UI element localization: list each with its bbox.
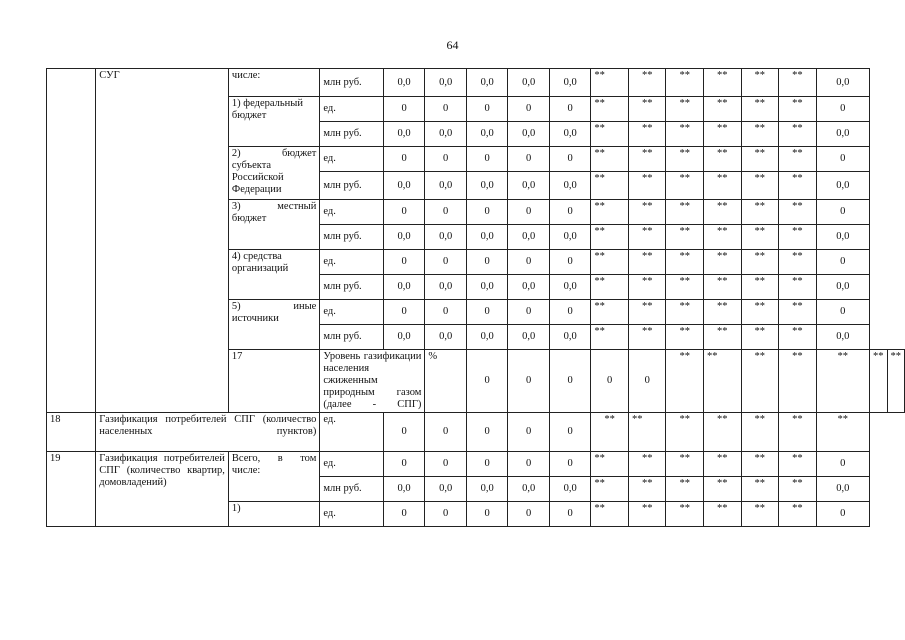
value-cell: 0 xyxy=(466,452,508,477)
star-cell: ** xyxy=(628,69,666,97)
star-cell: ** xyxy=(628,97,666,122)
star-cell: ** xyxy=(704,502,742,527)
star-cell: ** xyxy=(741,300,779,325)
value-cell: 0,0 xyxy=(466,275,508,300)
star-cell: ** xyxy=(779,122,817,147)
value-cell: 0,0 xyxy=(508,225,550,250)
star-cell: ** xyxy=(704,477,742,502)
value-cell: 0 xyxy=(466,97,508,122)
value-cell: 0,0 xyxy=(816,172,869,200)
star-cell: ** xyxy=(704,122,742,147)
unit-cell: млн руб. xyxy=(320,172,383,200)
value-cell: 0,0 xyxy=(549,69,591,97)
value-cell: 0,0 xyxy=(425,325,467,350)
indicator-name: СУГ xyxy=(96,69,229,413)
value-cell: 0,0 xyxy=(383,275,425,300)
value-cell: 0,0 xyxy=(816,69,869,97)
value-cell: 0 xyxy=(816,97,869,122)
star-cell: ** xyxy=(591,413,629,452)
star-cell: ** xyxy=(741,200,779,225)
value-cell: 0,0 xyxy=(549,275,591,300)
star-cell: ** xyxy=(741,69,779,97)
value-cell: 0 xyxy=(383,300,425,325)
source-rest: бюджет xyxy=(231,213,267,224)
value-cell: 0,0 xyxy=(508,325,550,350)
value-cell: 0 xyxy=(466,502,508,527)
value-cell: 0,0 xyxy=(425,477,467,502)
star-cell: ** xyxy=(591,502,629,527)
value-cell: 0,0 xyxy=(508,122,550,147)
star-cell: ** xyxy=(628,250,666,275)
table-row xyxy=(47,413,905,452)
value-cell: 0 xyxy=(549,97,591,122)
star-cell: ** xyxy=(591,325,629,350)
value-cell: 0 xyxy=(425,147,467,172)
source-label: 4) средства организаций xyxy=(228,250,319,300)
value-cell: 0 xyxy=(549,250,591,275)
star-cell: ** xyxy=(591,69,629,97)
unit-cell: ед. xyxy=(320,200,383,225)
star-cell: ** xyxy=(779,172,817,200)
value-cell: 0 xyxy=(816,147,869,172)
star-cell: ** xyxy=(779,350,817,413)
value-cell: 0 xyxy=(549,147,591,172)
value-cell: 0 xyxy=(816,300,869,325)
value-cell: 0 xyxy=(383,452,425,477)
value-cell: 0 xyxy=(425,250,467,275)
star-cell: ** xyxy=(666,200,704,225)
star-cell: ** xyxy=(591,250,629,275)
star-cell: ** xyxy=(666,452,704,477)
table-body xyxy=(47,69,905,527)
star-cell: ** xyxy=(666,97,704,122)
star-cell: ** xyxy=(704,69,742,97)
star-cell: ** xyxy=(779,97,817,122)
value-cell: 0,0 xyxy=(816,275,869,300)
value-cell: 0 xyxy=(816,452,869,477)
value-cell: 0,0 xyxy=(466,225,508,250)
star-cell: ** xyxy=(666,477,704,502)
indicator-name: Газификация потребителей СПГ (количество населенных пунктов) xyxy=(96,413,320,452)
unit-cell: ед. xyxy=(320,413,383,452)
star-cell: ** xyxy=(591,122,629,147)
star-cell: ** xyxy=(779,275,817,300)
star-cell: ** xyxy=(666,350,704,413)
value-cell: 0,0 xyxy=(549,225,591,250)
value-cell: 0 xyxy=(425,452,467,477)
star-cell: ** xyxy=(704,325,742,350)
star-cell: ** xyxy=(741,172,779,200)
source-label xyxy=(228,200,319,250)
value-cell: 0,0 xyxy=(508,477,550,502)
value-cell: 0,0 xyxy=(383,325,425,350)
table-row xyxy=(47,452,905,477)
star-cell: ** xyxy=(628,172,666,200)
unit-cell: ед. xyxy=(320,250,383,275)
num-cell: 19 xyxy=(47,452,96,527)
value-cell: 0 xyxy=(466,413,508,452)
source-label: числе: xyxy=(228,69,319,97)
value-cell: 0 xyxy=(508,350,550,413)
star-cell: ** xyxy=(628,122,666,147)
value-cell: 0 xyxy=(466,350,508,413)
value-cell: 0 xyxy=(508,452,550,477)
value-cell: 0,0 xyxy=(816,325,869,350)
value-cell: 0,0 xyxy=(508,172,550,200)
star-cell: ** xyxy=(887,350,905,413)
unit-cell: млн руб. xyxy=(320,325,383,350)
value-cell: 0 xyxy=(383,200,425,225)
star-cell: ** xyxy=(628,225,666,250)
unit-cell: ед. xyxy=(320,97,383,122)
star-cell: ** xyxy=(741,225,779,250)
value-cell: 0 xyxy=(383,97,425,122)
value-cell: 0,0 xyxy=(508,275,550,300)
star-cell: ** xyxy=(591,200,629,225)
unit-cell: млн руб. xyxy=(320,477,383,502)
star-cell: ** xyxy=(779,147,817,172)
value-cell: 0,0 xyxy=(466,122,508,147)
value-cell: 0 xyxy=(425,200,467,225)
star-cell: ** xyxy=(591,147,629,172)
value-cell: 0 xyxy=(466,300,508,325)
source-word: бюджет xyxy=(281,148,317,159)
value-cell: 0 xyxy=(549,200,591,225)
unit-cell: млн руб. xyxy=(320,69,383,97)
value-cell: 0,0 xyxy=(383,122,425,147)
value-cell: 0,0 xyxy=(549,172,591,200)
star-cell: ** xyxy=(591,477,629,502)
value-cell: 0,0 xyxy=(549,122,591,147)
star-cell: ** xyxy=(591,452,629,477)
star-cell: ** xyxy=(666,147,704,172)
gasification-table xyxy=(46,68,905,527)
num-cell: 17 xyxy=(228,350,319,413)
star-cell: ** xyxy=(591,275,629,300)
value-cell: 0 xyxy=(549,502,591,527)
source-label: 1) xyxy=(228,502,319,527)
page-number: 64 xyxy=(446,38,459,52)
value-cell: 0,0 xyxy=(816,477,869,502)
star-cell: ** xyxy=(741,350,779,413)
star-cell: ** xyxy=(704,200,742,225)
value-cell: 0 xyxy=(508,97,550,122)
star-cell: ** xyxy=(704,147,742,172)
value-cell: 0 xyxy=(508,147,550,172)
star-cell: ** xyxy=(741,325,779,350)
star-cell: ** xyxy=(779,325,817,350)
star-cell: ** xyxy=(666,325,704,350)
source-label: 1) федеральный бюджет xyxy=(228,97,319,147)
star-cell: ** xyxy=(666,300,704,325)
value-cell: 0,0 xyxy=(466,69,508,97)
value-cell: 0 xyxy=(425,502,467,527)
value-cell: 0,0 xyxy=(425,69,467,97)
unit-cell: млн руб. xyxy=(320,122,383,147)
unit-cell: млн руб. xyxy=(320,275,383,300)
value-cell: 0,0 xyxy=(425,172,467,200)
unit-cell: % xyxy=(425,350,467,413)
value-cell: 0,0 xyxy=(466,325,508,350)
source-label xyxy=(228,147,319,200)
star-cell: ** xyxy=(741,122,779,147)
star-cell: ** xyxy=(666,275,704,300)
star-cell: ** xyxy=(666,225,704,250)
star-cell: ** xyxy=(779,69,817,97)
unit-cell: ед. xyxy=(320,452,383,477)
value-cell: 0,0 xyxy=(508,69,550,97)
star-cell: ** xyxy=(628,325,666,350)
source-word: иные xyxy=(293,301,317,312)
star-cell: ** xyxy=(741,477,779,502)
value-cell: 0 xyxy=(383,413,425,452)
value-cell: 0,0 xyxy=(466,172,508,200)
value-cell: 0,0 xyxy=(425,275,467,300)
value-cell: 0 xyxy=(816,502,869,527)
star-cell: ** xyxy=(741,502,779,527)
star-cell: ** xyxy=(704,275,742,300)
value-cell: 0 xyxy=(466,200,508,225)
star-cell: ** xyxy=(666,122,704,147)
unit-cell: ед. xyxy=(320,147,383,172)
indicator-name: Уровень газификации населения сжиженным природным газом (далее - СПГ) xyxy=(320,350,425,413)
star-cell: ** xyxy=(816,350,869,413)
value-cell: 0 xyxy=(425,413,467,452)
value-cell: 0,0 xyxy=(466,477,508,502)
star-cell: ** xyxy=(741,452,779,477)
unit-cell: ед. xyxy=(320,300,383,325)
value-cell: 0,0 xyxy=(816,225,869,250)
star-cell: ** xyxy=(666,502,704,527)
value-cell: 0 xyxy=(549,452,591,477)
unit-cell: ед. xyxy=(320,502,383,527)
value-cell: 0 xyxy=(466,147,508,172)
value-cell: 0 xyxy=(508,250,550,275)
value-cell: 0,0 xyxy=(383,172,425,200)
star-cell: ** xyxy=(741,97,779,122)
value-cell: 0 xyxy=(383,502,425,527)
star-cell: ** xyxy=(704,300,742,325)
star-cell: ** xyxy=(628,452,666,477)
star-cell: ** xyxy=(816,413,869,452)
star-cell: ** xyxy=(704,413,742,452)
value-cell: 0 xyxy=(383,250,425,275)
star-cell: ** xyxy=(704,452,742,477)
star-cell: ** xyxy=(628,200,666,225)
star-cell: ** xyxy=(666,172,704,200)
star-cell: ** xyxy=(666,69,704,97)
value-cell: 0 xyxy=(816,250,869,275)
star-cell: ** xyxy=(779,502,817,527)
value-cell: 0 xyxy=(549,350,591,413)
star-cell: ** xyxy=(741,275,779,300)
star-cell: ** xyxy=(704,172,742,200)
source-rest: источники xyxy=(231,313,279,324)
star-cell: ** xyxy=(704,225,742,250)
value-cell: 0 xyxy=(628,350,666,413)
star-cell: ** xyxy=(779,477,817,502)
star-cell: ** xyxy=(666,413,704,452)
value-cell: 0 xyxy=(383,147,425,172)
source-label: Всего, в том числе: xyxy=(228,452,319,502)
star-cell: ** xyxy=(628,413,666,452)
value-cell: 0 xyxy=(508,413,550,452)
value-cell: 0,0 xyxy=(383,477,425,502)
source-num: 3) xyxy=(231,201,241,212)
star-cell: ** xyxy=(779,300,817,325)
value-cell: 0 xyxy=(508,502,550,527)
source-num: 5) xyxy=(231,301,241,312)
value-cell: 0 xyxy=(425,97,467,122)
source-word: местный xyxy=(277,201,317,212)
value-cell: 0 xyxy=(549,413,591,452)
star-cell: ** xyxy=(591,300,629,325)
num-cell: 18 xyxy=(47,413,96,452)
value-cell: 0 xyxy=(508,300,550,325)
star-cell: ** xyxy=(704,250,742,275)
star-cell: ** xyxy=(591,225,629,250)
star-cell: ** xyxy=(779,452,817,477)
value-cell: 0,0 xyxy=(549,477,591,502)
star-cell: ** xyxy=(704,350,742,413)
star-cell: ** xyxy=(741,250,779,275)
star-cell: ** xyxy=(628,275,666,300)
star-cell: ** xyxy=(666,250,704,275)
star-cell: ** xyxy=(704,97,742,122)
value-cell: 0,0 xyxy=(425,122,467,147)
value-cell: 0,0 xyxy=(816,122,869,147)
star-cell: ** xyxy=(779,200,817,225)
source-num: 2) xyxy=(231,148,241,159)
value-cell: 0,0 xyxy=(383,225,425,250)
star-cell: ** xyxy=(628,300,666,325)
value-cell: 0,0 xyxy=(425,225,467,250)
star-cell: ** xyxy=(628,477,666,502)
value-cell: 0,0 xyxy=(383,69,425,97)
star-cell: ** xyxy=(779,225,817,250)
star-cell: ** xyxy=(591,172,629,200)
value-cell: 0 xyxy=(549,300,591,325)
value-cell: 0 xyxy=(816,200,869,225)
star-cell: ** xyxy=(741,147,779,172)
star-cell: ** xyxy=(628,502,666,527)
source-label xyxy=(228,300,319,350)
value-cell: 0 xyxy=(591,350,629,413)
value-cell: 0 xyxy=(466,250,508,275)
star-cell: ** xyxy=(870,350,888,413)
value-cell: 0 xyxy=(425,300,467,325)
source-rest: субъекта Российской Федерации xyxy=(231,160,284,195)
unit-cell: млн руб. xyxy=(320,225,383,250)
star-cell: ** xyxy=(779,250,817,275)
table-row xyxy=(47,69,905,97)
value-cell: 0 xyxy=(508,200,550,225)
indicator-name: Газификация потребителей СПГ (количество квартир, домовладений) xyxy=(96,452,229,527)
star-cell: ** xyxy=(741,413,779,452)
star-cell: ** xyxy=(591,97,629,122)
star-cell: ** xyxy=(628,147,666,172)
value-cell: 0,0 xyxy=(549,325,591,350)
num-cell xyxy=(47,69,96,413)
star-cell: ** xyxy=(779,413,817,452)
